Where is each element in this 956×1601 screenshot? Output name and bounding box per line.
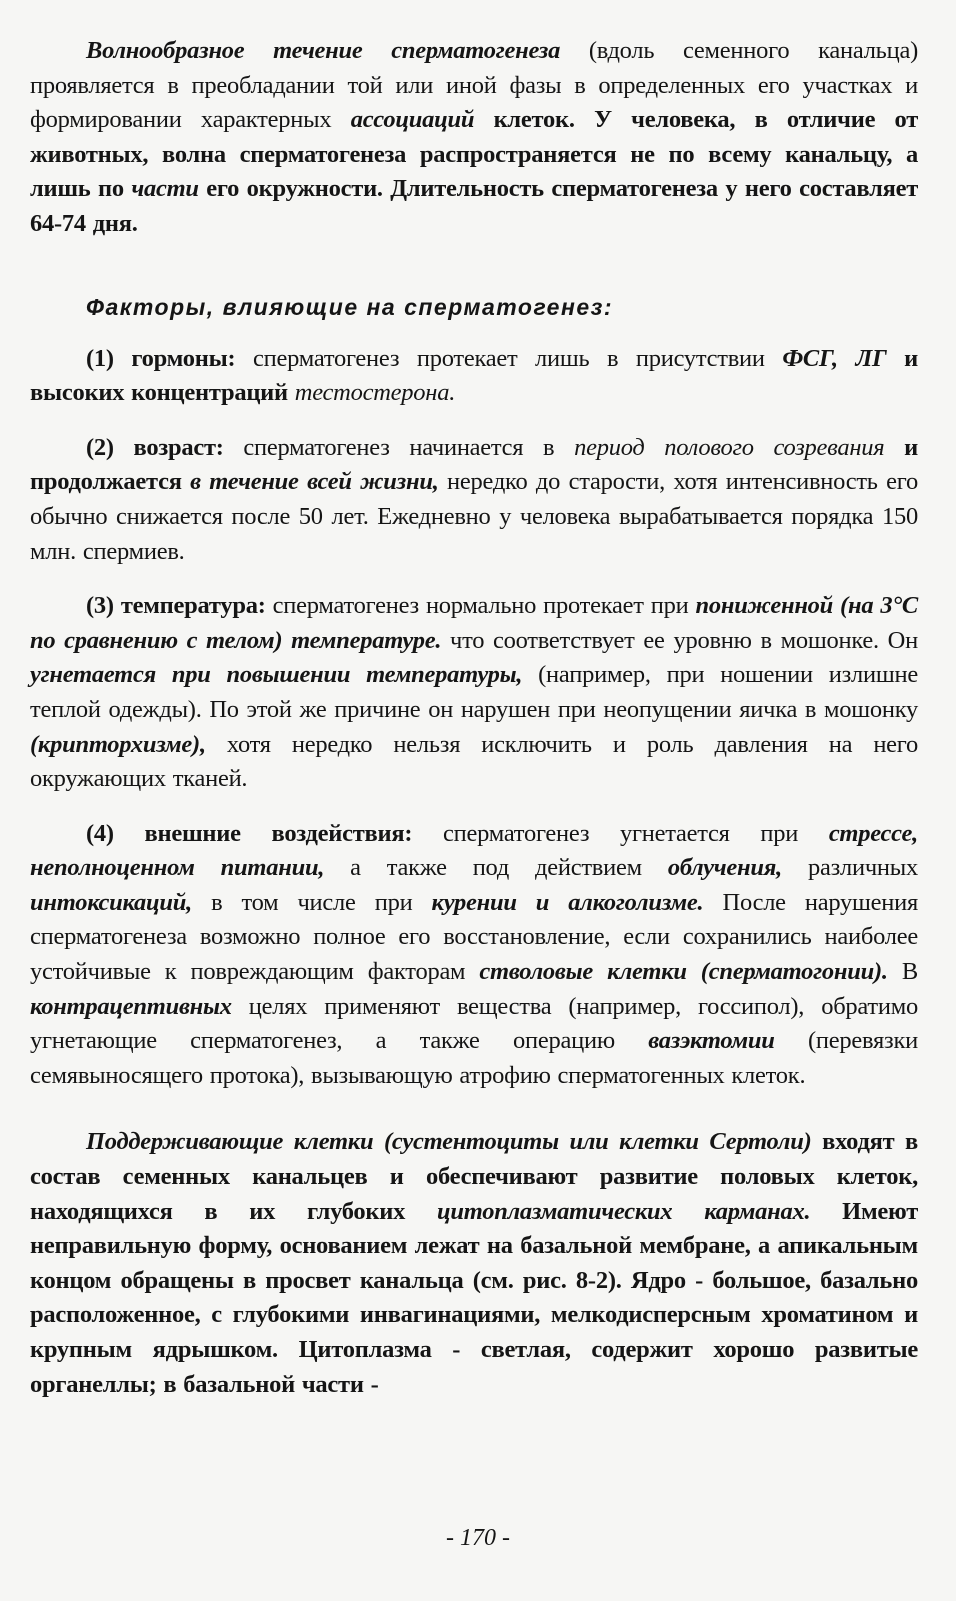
text: сперматогенез нормально протекает при: [265, 592, 696, 620]
paragraph-temperature: [30, 589, 918, 797]
italic-term: интоксикаций,: [30, 888, 193, 916]
italic-term: контрацептивных: [30, 992, 232, 1020]
paragraph-sertoli: [30, 1125, 918, 1402]
text: сперматогенез угнетается при: [412, 819, 829, 847]
text: сперматогенез начинается в: [223, 433, 575, 461]
italic-term: вазэктомии: [648, 1027, 775, 1055]
text: клеток. У человека, в отличие от животных, волна сперматогенеза распространяется не по всему канальцу, а лишь по: [30, 106, 919, 203]
text: целях применяют вещества (например, госсипол), обратимо угнетающие сперматогенез, а также операцию: [30, 992, 918, 1055]
text: его окружности. Длительность сперматогенеза у него составляет 64-74 дня.: [30, 175, 918, 237]
term-sertoli: Поддерживающие клетки (сустентоциты или клетки Сертоли): [86, 1128, 812, 1156]
paragraph-wave: [30, 34, 918, 242]
italic-term: в течение всей жизни,: [190, 468, 439, 496]
text: нередко до старости, хотя интенсивность его обычно снижается после 50 лет. Ежедневно у человека вырабатывается порядка 150 млн. спермиев.: [30, 468, 918, 565]
paragraph-external: [30, 817, 918, 1094]
term-wave: Волнообразное течение сперматогенеза: [86, 37, 561, 64]
text: Имеют неправильную форму, основанием лежат на базальной мембране, а апикальным концом обращены в просвет канальца (см. рис. 8-2). Ядро - большое, базально расположенное, с глубокими инвагинациями, мелкодисперсным хроматином и крупным ядрышком. Цитоплазма - светлая, содержит хорошо развитые органеллы; в базальной части -: [30, 1197, 918, 1398]
italic-term: части: [131, 175, 199, 203]
paragraph-hormones: [30, 342, 918, 411]
italic-term: (крипторхизме),: [30, 730, 206, 758]
text: хотя нередко нельзя исключить и роль давления на него окружающих тканей.: [30, 730, 918, 793]
paragraph-age: [30, 431, 918, 569]
italic-term: пониженной (на 3°С по сравнению с телом) температуре.: [30, 592, 918, 654]
text: и высоких концентраций: [30, 344, 919, 407]
italic-term: ФСГ, ЛГ: [782, 344, 887, 372]
italic-term: облучения,: [667, 854, 783, 882]
label: (3) температура:: [86, 592, 266, 620]
text: различных: [782, 854, 918, 882]
label: (1) гормоны:: [86, 344, 236, 372]
page-content: [30, 34, 918, 1402]
italic-term: угнетается при повышении температуры,: [30, 661, 523, 689]
italic-term: тестостерона.: [294, 379, 456, 407]
text: что соответствует ее уровню в мошонке. Он: [441, 626, 918, 654]
label: (2) возраст:: [86, 433, 224, 461]
text: После нарушения сперматогенеза возможно полное его восстановление, если сохранились наиболее устойчивые к повреждающим факторам: [30, 888, 919, 986]
italic-term: период полового созревания: [574, 433, 885, 461]
text: (например, при ношении излишне теплой одежды). По этой же причине он нарушен при неопущении яичка в мошонку: [30, 661, 918, 723]
text: входят в состав семенных канальцев и обеспечивают развитие половых клеток, находящихся в их глубоких: [30, 1128, 918, 1225]
italic-term: курении и алкоголизме.: [431, 888, 704, 916]
factors-heading: Факторы, влияющие на сперматогенез:: [86, 293, 614, 320]
italic-term: стволовые клетки (сперматогонии).: [479, 958, 888, 986]
text: (вдоль семенного канальца) проявляется в преобладании той или иной фазы в определенных его участках и формировании характерных: [30, 37, 918, 134]
italic-term: стрессе, неполноценном питании,: [30, 819, 918, 882]
text: сперматогенез протекает лишь в присутствии: [235, 344, 783, 372]
label: (4) внешние воздействия:: [86, 819, 413, 847]
italic-term: цитоплазматических карманах.: [436, 1197, 811, 1225]
text: в том числе при: [192, 888, 432, 916]
text: и продолжается: [30, 433, 919, 496]
text: В: [887, 958, 918, 986]
text: а также под действием: [324, 854, 668, 882]
text: (перевязки семявыносящего протока), вызывающую атрофию сперматогенных клеток.: [30, 1027, 918, 1089]
italic-term: ассоциаций: [350, 106, 475, 134]
page-number: - 170 -: [446, 1525, 510, 1551]
